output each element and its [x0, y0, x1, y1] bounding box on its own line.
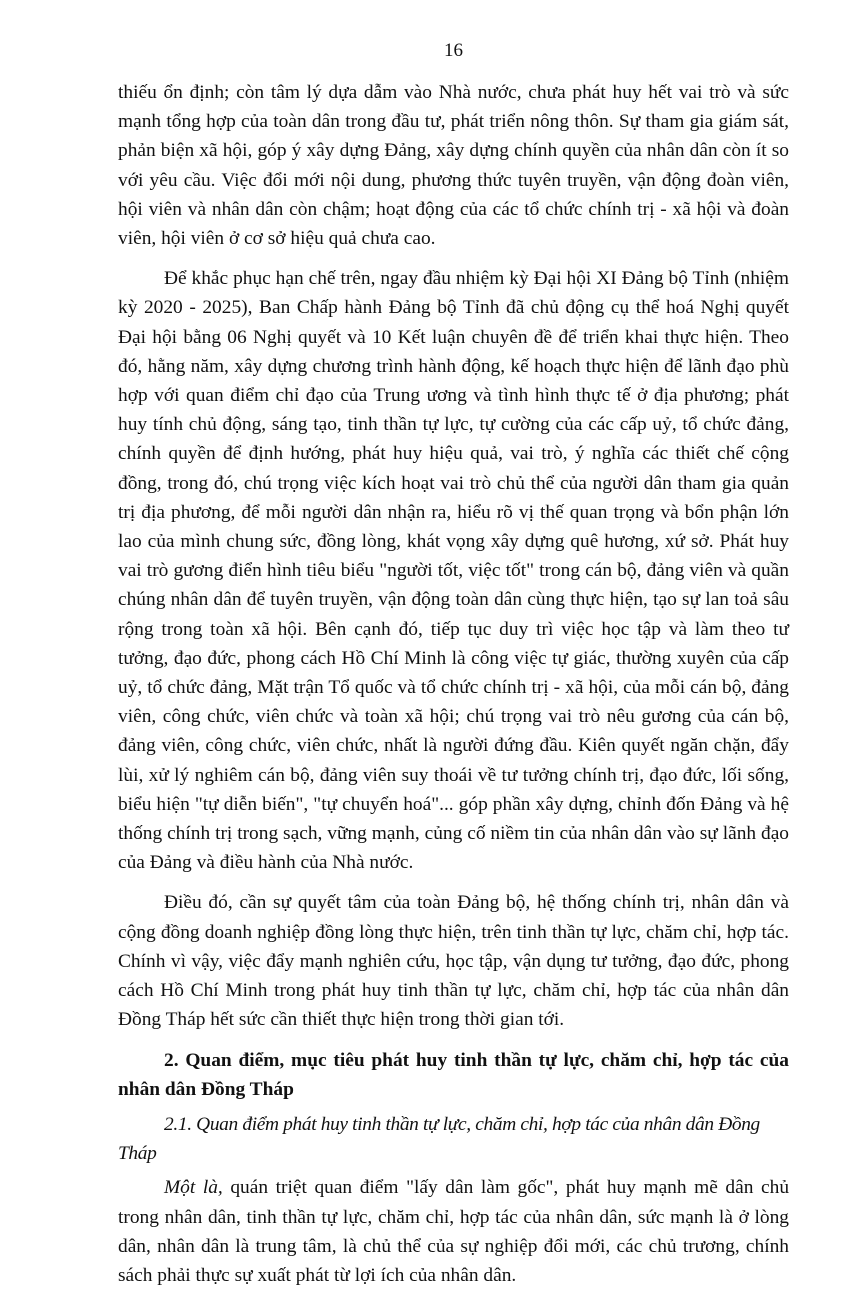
paragraph-continued: thiếu ổn định; còn tâm lý dựa dẫm vào Nhà nước, chưa phát huy hết vai trò và sức mạnh tổng hợp của toàn dân trong đầu tư, phát triển nông thôn. Sự tham gia giám sát, phản biện xã hội, góp ý xây dựng Đảng, xây dựng chính quyền của nhân dân còn ít so với yêu cầu. Việc đổi mới nội dung, phương thức tuyên truyền, vận động đoàn viên, hội viên và nhân dân còn chậm; hoạt động của các tổ chức chính trị - xã hội và đoàn viên, hội viên ở cơ sở hiệu quả chưa cao. [118, 82, 789, 250]
paragraph-first-point [118, 1173, 789, 1290]
section-heading: 2. Quan điểm, mục tiêu phát huy tinh thần tự lực, chăm chỉ, hợp tác của nhân dân Đồng Tháp [118, 1049, 789, 1100]
page-number: 16 [444, 40, 463, 61]
subsection-heading: 2.1. Quan điểm phát huy tinh thần tự lực, chăm chỉ, hợp tác của nhân dân Đồng Tháp [118, 1113, 760, 1165]
paragraph-overcome-limitations: Để khắc phục hạn chế trên, ngay đầu nhiệm kỳ Đại hội XI Đảng bộ Tỉnh (nhiệm kỳ 2020 - 2025), Ban Chấp hành Đảng bộ Tỉnh đã chủ động cụ thể hoá Nghị quyết Đại hội bằng 06 Nghị quyết và 10 Kết luận chuyên đề để triển khai thực hiện. Theo đó, hằng năm, xây dựng chương trình hành động, kế hoạch thực hiện để lãnh đạo phù hợp với quan điểm chỉ đạo của Trung ương và tình hình thực tế ở địa phương; phát huy tính chủ động, sáng tạo, tinh thần tự lực, tự cường của các cấp uỷ, tổ chức đảng, chính quyền để định hướng, phát huy hiệu quả, vai trò, ý nghĩa các thiết chế cộng đồng, trong đó, chú trọng việc kích hoạt vai trò chủ thể của người dân tham gia quản trị địa phương, để mỗi người dân nhận ra, hiểu rõ vị thế quan trọng và bổn phận lớn lao của mình chung sức, đồng lòng, khát vọng xây dựng quê hương, xứ sở. Phát huy vai trò gương điển hình tiêu biểu "người tốt, việc tốt" trong cán bộ, đảng viên và quần chúng nhân dân để tuyên truyền, vận động toàn dân cùng thực hiện, tạo sự lan toả sâu rộng trong toàn xã hội. Bên cạnh đó, tiếp tục duy trì việc học tập và làm theo tư tưởng, đạo đức, phong cách Hồ Chí Minh là công việc tự giác, thường xuyên của cấp uỷ, tổ chức đảng, Mặt trận Tổ quốc và tổ chức chính trị - xã hội, của mỗi cán bộ, đảng viên, công chức, viên chức và toàn xã hội; chú trọng vai trò nêu gương của cán bộ, đảng viên, công chức, viên chức, nhất là người đứng đầu. Kiên quyết ngăn chặn, đẩy lùi, xử lý nghiêm cán bộ, đảng viên suy thoái về tư tưởng chính trị, đạo đức, lối sống, biểu hiện "tự diễn biến", "tự chuyển hoá"... góp phần xây dựng, chỉnh đốn Đảng và hệ thống chính trị trong sạch, vững mạnh, củng cố niềm tin của nhân dân vào sự lãnh đạo của Đảng và điều hành của Nhà nước. [118, 268, 789, 874]
paragraph-body: quán triệt quan điểm "lấy dân làm gốc", phát huy mạnh mẽ dân chủ trong nhân dân, tinh thần tự lực, chăm chỉ, hợp tác của nhân dân, sức mạnh là ở lòng dân, nhân dân là trung tâm, là chủ thể của sự nghiệp đổi mới, các chủ trương, chính sách phải thực sự xuất phát từ lợi ích của nhân dân. [118, 1177, 790, 1286]
paragraph-determination: Điều đó, cần sự quyết tâm của toàn Đảng bộ, hệ thống chính trị, nhân dân và cộng đồng doanh nghiệp đồng lòng thực hiện, trên tinh thần tự lực, chăm chỉ, hợp tác. Chính vì vậy, việc đẩy mạnh nghiên cứu, học tập, vận dụng tư tưởng, đạo đức, phong cách Hồ Chí Minh trong phát huy tinh thần tự lực, chăm chỉ, hợp tác của nhân dân Đồng Tháp hết sức cần thiết thực hiện trong thời gian tới. [118, 892, 789, 1031]
paragraph-lead: Một là, [164, 1177, 223, 1199]
